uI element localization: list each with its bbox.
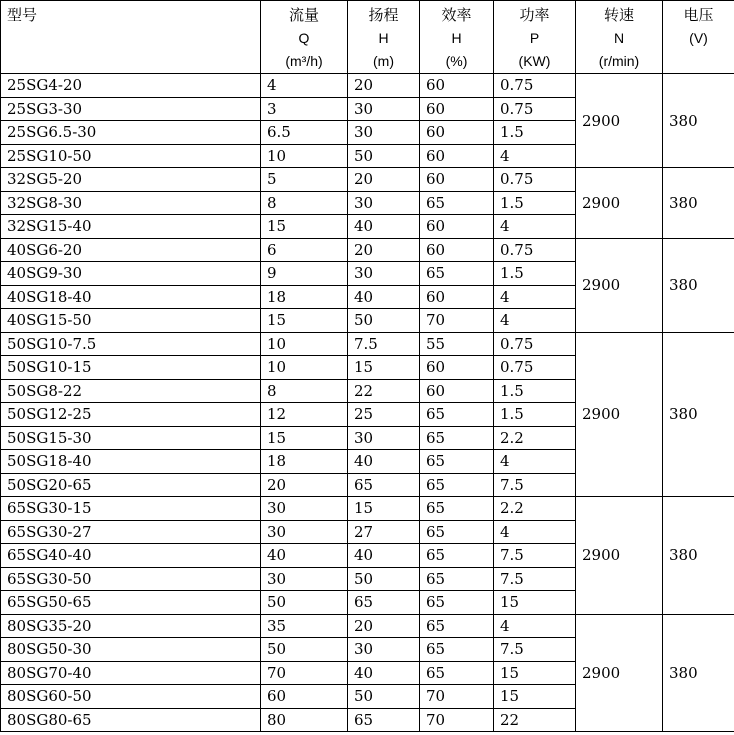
- cell-head: 20: [348, 614, 420, 638]
- table-body: [1, 74, 734, 732]
- cell-flow: 18: [261, 285, 348, 309]
- cell-efficiency: 65: [420, 473, 494, 497]
- cell-power: 4: [494, 144, 576, 168]
- cell-efficiency: 65: [420, 262, 494, 286]
- cell-power: 1.5: [494, 403, 576, 427]
- header-title: 电压: [683, 6, 714, 24]
- cell-speed: 2900: [576, 614, 663, 732]
- header-symbol: Q: [298, 30, 310, 46]
- cell-head: 30: [348, 262, 420, 286]
- cell-flow: 20: [261, 473, 348, 497]
- cell-model: 25SG6.5-30: [1, 121, 261, 145]
- cell-flow: 35: [261, 614, 348, 638]
- cell-model: 50SG15-30: [1, 426, 261, 450]
- cell-power: 0.75: [494, 356, 576, 380]
- cell-flow: 60: [261, 685, 348, 709]
- cell-efficiency: 55: [420, 332, 494, 356]
- cell-model: 50SG10-15: [1, 356, 261, 380]
- cell-power: 1.5: [494, 379, 576, 403]
- table-header-row: [1, 1, 734, 74]
- cell-power: 7.5: [494, 638, 576, 662]
- cell-model: 80SG70-40: [1, 661, 261, 685]
- cell-voltage: 380: [663, 614, 734, 732]
- header-efficiency: [420, 1, 494, 74]
- cell-model: 65SG50-65: [1, 591, 261, 615]
- cell-model: 50SG12-25: [1, 403, 261, 427]
- cell-flow: 30: [261, 497, 348, 521]
- cell-model: 65SG30-50: [1, 567, 261, 591]
- cell-power: 7.5: [494, 567, 576, 591]
- cell-model: 80SG80-65: [1, 708, 261, 732]
- cell-flow: 3: [261, 97, 348, 121]
- cell-head: 27: [348, 520, 420, 544]
- cell-flow: 9: [261, 262, 348, 286]
- header-title: 效率: [441, 6, 472, 24]
- cell-head: 30: [348, 97, 420, 121]
- cell-head: 50: [348, 685, 420, 709]
- cell-model: 25SG3-30: [1, 97, 261, 121]
- cell-head: 30: [348, 121, 420, 145]
- cell-flow: 12: [261, 403, 348, 427]
- cell-power: 0.75: [494, 238, 576, 262]
- cell-efficiency: 65: [420, 638, 494, 662]
- header-title: 转速: [603, 6, 634, 24]
- cell-model: 65SG30-27: [1, 520, 261, 544]
- cell-head: 30: [348, 426, 420, 450]
- cell-head: 40: [348, 285, 420, 309]
- cell-efficiency: 65: [420, 191, 494, 215]
- cell-model: 40SG15-50: [1, 309, 261, 333]
- cell-power: 1.5: [494, 121, 576, 145]
- cell-efficiency: 65: [420, 544, 494, 568]
- cell-efficiency: 65: [420, 520, 494, 544]
- cell-power: 15: [494, 661, 576, 685]
- cell-model: 50SG20-65: [1, 473, 261, 497]
- header-unit: (r/min): [598, 53, 640, 69]
- cell-flow: 50: [261, 591, 348, 615]
- cell-head: 30: [348, 191, 420, 215]
- table-row: [1, 332, 734, 356]
- cell-efficiency: 70: [420, 685, 494, 709]
- cell-model: 80SG50-30: [1, 638, 261, 662]
- cell-efficiency: 60: [420, 121, 494, 145]
- cell-efficiency: 60: [420, 74, 494, 98]
- cell-power: 1.5: [494, 191, 576, 215]
- cell-model: 25SG4-20: [1, 74, 261, 98]
- cell-efficiency: 65: [420, 591, 494, 615]
- cell-model: 65SG30-15: [1, 497, 261, 521]
- cell-efficiency: 70: [420, 309, 494, 333]
- cell-head: 40: [348, 544, 420, 568]
- cell-speed: 2900: [576, 238, 663, 332]
- cell-flow: 40: [261, 544, 348, 568]
- cell-head: 20: [348, 168, 420, 192]
- cell-efficiency: 60: [420, 379, 494, 403]
- cell-efficiency: 60: [420, 144, 494, 168]
- cell-efficiency: 65: [420, 661, 494, 685]
- header-unit: (KW): [518, 53, 551, 69]
- cell-flow: 5: [261, 168, 348, 192]
- cell-flow: 15: [261, 309, 348, 333]
- cell-power: 1.5: [494, 262, 576, 286]
- header-title: 功率: [519, 6, 550, 24]
- cell-flow: 30: [261, 520, 348, 544]
- header-title: 扬程: [368, 6, 399, 24]
- cell-model: 40SG6-20: [1, 238, 261, 262]
- header-model: [1, 1, 261, 74]
- cell-speed: 2900: [576, 497, 663, 615]
- cell-head: 65: [348, 708, 420, 732]
- cell-head: 40: [348, 450, 420, 474]
- cell-efficiency: 60: [420, 97, 494, 121]
- cell-model: 32SG15-40: [1, 215, 261, 239]
- cell-head: 20: [348, 74, 420, 98]
- cell-power: 4: [494, 285, 576, 309]
- cell-power: 22: [494, 708, 576, 732]
- cell-efficiency: 65: [420, 614, 494, 638]
- cell-power: 0.75: [494, 168, 576, 192]
- header-symbol: P: [529, 30, 540, 46]
- cell-power: 0.75: [494, 74, 576, 98]
- cell-flow: 8: [261, 191, 348, 215]
- cell-flow: 18: [261, 450, 348, 474]
- cell-head: 50: [348, 144, 420, 168]
- cell-efficiency: 65: [420, 450, 494, 474]
- cell-flow: 80: [261, 708, 348, 732]
- cell-power: 4: [494, 520, 576, 544]
- cell-head: 40: [348, 215, 420, 239]
- header-unit: (V): [689, 30, 708, 46]
- cell-flow: 15: [261, 215, 348, 239]
- cell-model: 50SG8-22: [1, 379, 261, 403]
- cell-power: 7.5: [494, 544, 576, 568]
- cell-head: 7.5: [348, 332, 420, 356]
- header-symbol: H: [451, 30, 462, 46]
- cell-voltage: 380: [663, 238, 734, 332]
- table-row: [1, 614, 734, 638]
- cell-flow: 10: [261, 356, 348, 380]
- cell-head: 50: [348, 309, 420, 333]
- header-unit: (m³/h): [285, 53, 323, 69]
- cell-head: 25: [348, 403, 420, 427]
- cell-power: 15: [494, 685, 576, 709]
- header-voltage: [663, 1, 734, 74]
- header-unit: (%): [445, 53, 468, 69]
- header-flow: [261, 1, 348, 74]
- cell-flow: 8: [261, 379, 348, 403]
- header-symbol: N: [613, 30, 625, 46]
- cell-model: 65SG40-40: [1, 544, 261, 568]
- cell-efficiency: 60: [420, 356, 494, 380]
- cell-flow: 6.5: [261, 121, 348, 145]
- cell-voltage: 380: [663, 74, 734, 168]
- cell-efficiency: 60: [420, 215, 494, 239]
- cell-model: 25SG10-50: [1, 144, 261, 168]
- cell-power: 4: [494, 450, 576, 474]
- header-speed: [576, 1, 663, 74]
- cell-efficiency: 60: [420, 238, 494, 262]
- cell-efficiency: 65: [420, 426, 494, 450]
- cell-flow: 10: [261, 332, 348, 356]
- cell-head: 30: [348, 638, 420, 662]
- cell-efficiency: 65: [420, 403, 494, 427]
- cell-head: 65: [348, 473, 420, 497]
- cell-efficiency: 70: [420, 708, 494, 732]
- cell-power: 4: [494, 215, 576, 239]
- cell-voltage: 380: [663, 332, 734, 497]
- cell-model: 50SG10-7.5: [1, 332, 261, 356]
- cell-efficiency: 60: [420, 285, 494, 309]
- cell-power: 2.2: [494, 497, 576, 521]
- cell-power: 0.75: [494, 97, 576, 121]
- cell-power: 4: [494, 614, 576, 638]
- cell-model: 32SG8-30: [1, 191, 261, 215]
- cell-head: 20: [348, 238, 420, 262]
- table-row: [1, 168, 734, 192]
- cell-model: 32SG5-20: [1, 168, 261, 192]
- cell-power: 4: [494, 309, 576, 333]
- cell-head: 22: [348, 379, 420, 403]
- table-row: [1, 238, 734, 262]
- header-head: [348, 1, 420, 74]
- cell-model: 50SG18-40: [1, 450, 261, 474]
- cell-speed: 2900: [576, 168, 663, 239]
- cell-flow: 50: [261, 638, 348, 662]
- header-title: 流量: [288, 6, 319, 24]
- header-unit: (m): [373, 53, 394, 69]
- table-row: [1, 497, 734, 521]
- cell-voltage: 380: [663, 497, 734, 615]
- cell-flow: 6: [261, 238, 348, 262]
- cell-head: 50: [348, 567, 420, 591]
- cell-flow: 10: [261, 144, 348, 168]
- cell-power: 15: [494, 591, 576, 615]
- cell-flow: 15: [261, 426, 348, 450]
- cell-model: 40SG9-30: [1, 262, 261, 286]
- cell-flow: 70: [261, 661, 348, 685]
- cell-speed: 2900: [576, 74, 663, 168]
- cell-speed: 2900: [576, 332, 663, 497]
- cell-model: 40SG18-40: [1, 285, 261, 309]
- header-symbol: H: [378, 30, 389, 46]
- cell-voltage: 380: [663, 168, 734, 239]
- cell-model: 80SG35-20: [1, 614, 261, 638]
- table-row: [1, 74, 734, 98]
- cell-head: 15: [348, 356, 420, 380]
- header-power: [494, 1, 576, 74]
- cell-head: 15: [348, 497, 420, 521]
- cell-power: 7.5: [494, 473, 576, 497]
- header-title: 型号: [7, 6, 38, 24]
- cell-flow: 4: [261, 74, 348, 98]
- cell-power: 2.2: [494, 426, 576, 450]
- cell-model: 80SG60-50: [1, 685, 261, 709]
- cell-head: 40: [348, 661, 420, 685]
- cell-flow: 30: [261, 567, 348, 591]
- cell-head: 65: [348, 591, 420, 615]
- cell-efficiency: 60: [420, 168, 494, 192]
- cell-power: 0.75: [494, 332, 576, 356]
- cell-efficiency: 65: [420, 497, 494, 521]
- cell-efficiency: 65: [420, 567, 494, 591]
